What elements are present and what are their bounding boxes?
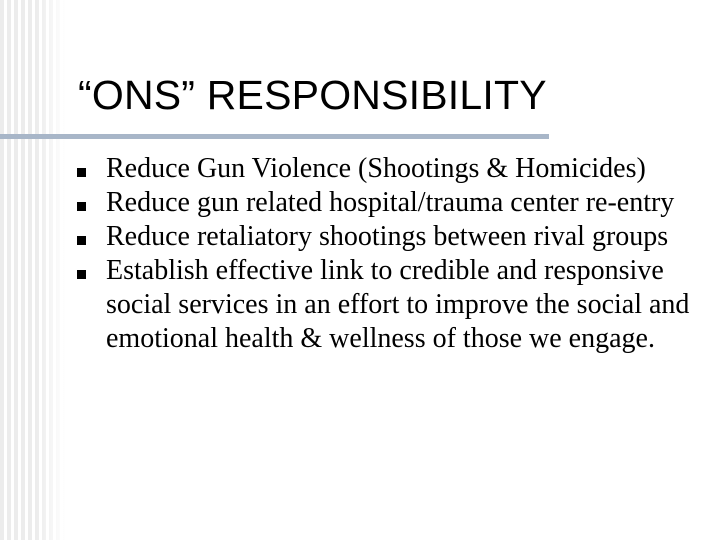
bullet-item [76,254,706,356]
bullet-text: Reduce gun related hospital/trauma center re-entry [106,187,675,218]
stripes-fade [0,0,66,540]
bullet-item [76,152,706,186]
bullet-text: Establish effective link to credible and responsive social services in an effort to improve the social and emotional health & wellness of those we engage. [106,255,690,354]
square-bullet-icon [77,168,86,177]
bullet-text: Reduce Gun Violence (Shootings & Homicides) [106,153,646,184]
bullet-list [76,152,706,356]
bullet-item [76,220,706,254]
square-bullet-icon [77,236,86,245]
bullet-text: Reduce retaliatory shootings between rival groups [106,221,669,252]
bullet-item [76,186,706,220]
title-underline [0,134,549,139]
square-bullet-icon [77,270,86,279]
square-bullet-icon [77,202,86,211]
slide-title: “ONS” RESPONSIBILITY [78,72,547,118]
